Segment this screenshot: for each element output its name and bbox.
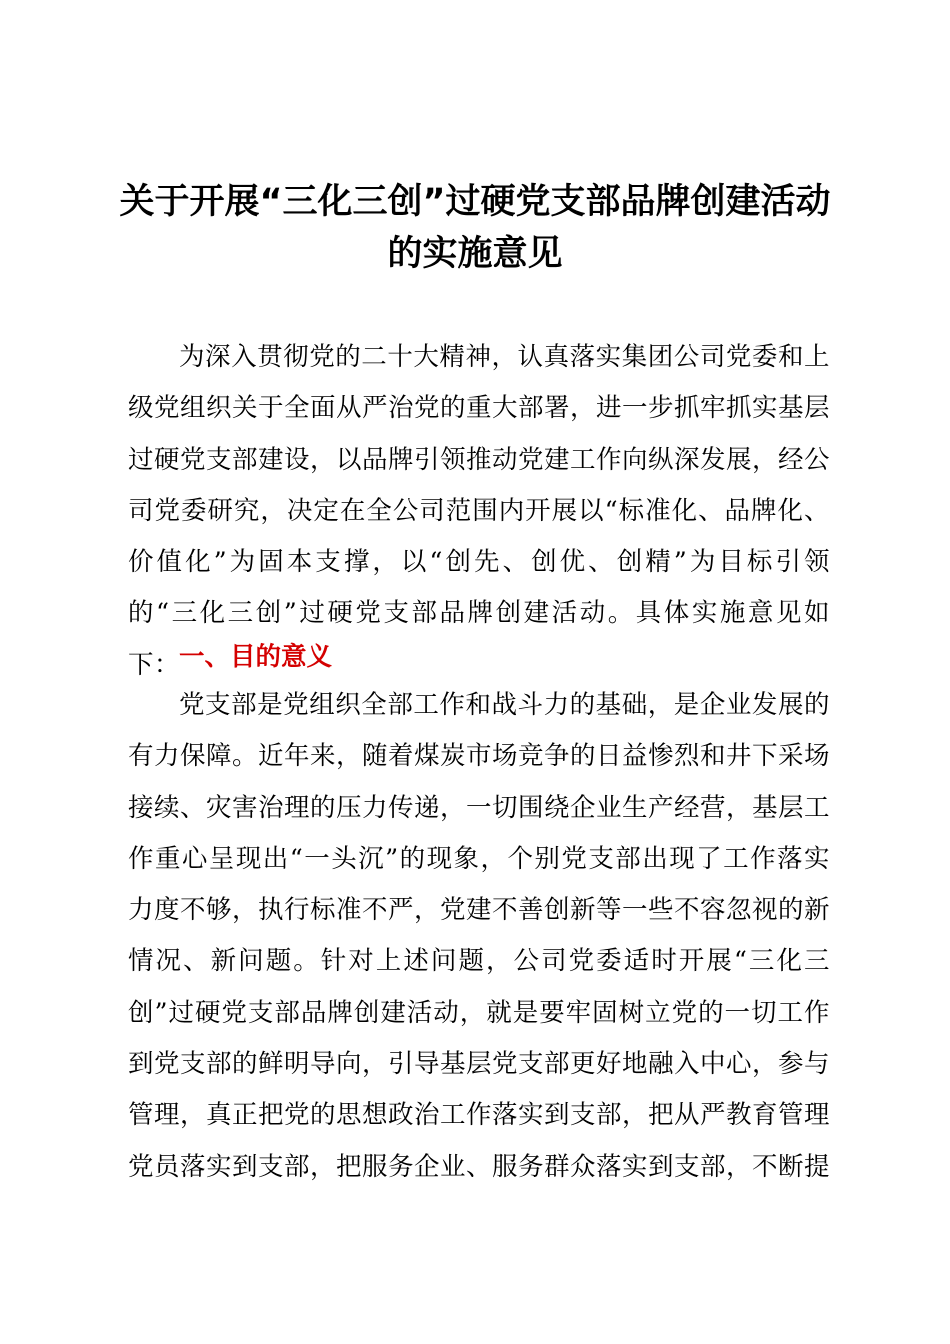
section-heading: 一、目的意义 bbox=[179, 642, 333, 672]
intro-paragraph: 为深入贯彻党的二十大精神，认真落实集团公司党委和上级党组织关于全面从严治党的重大部署，进一步抓牢抓实基层过硬党支部建设，以品牌引领推动党建工作向纵深发展，经公司党委研究，决定在全公司范围内开展以“标准化、品牌化、价值化”为固本支撑，以“创先、创优、创精”为目标引领的“三化三创”过硬党支部品牌创建活动。具体实施意见如下： bbox=[128, 342, 831, 680]
section-paragraph: 党支部是党组织全部工作和战斗力的基础，是企业发展的有力保障。近年来，随着煤炭市场竞争的日益惨烈和井下采场接续、灾害治理的压力传递，一切围绕企业生产经营，基层工作重心呈现出“一头沉”的现象，个别党支部出现了工作落实力度不够，执行标准不严，党建不善创新等一些不容忽视的新情况、新问题。针对上述问题，公司党委适时开展“三化三创”过硬党支部品牌创建活动，就是要牢固树立党的一切工作到党支部的鲜明导向，引导基层党支部更好地融入中心，参与管理，真正把党的思想政治工作落实到支部，把从严教育管理党员落实到支部，把服务企业、服务群众落实到支部，不断提 bbox=[128, 690, 831, 1182]
document-title: 关于开展“三化三创”过硬党支部品牌创建活动的实施意见 bbox=[119, 182, 831, 274]
